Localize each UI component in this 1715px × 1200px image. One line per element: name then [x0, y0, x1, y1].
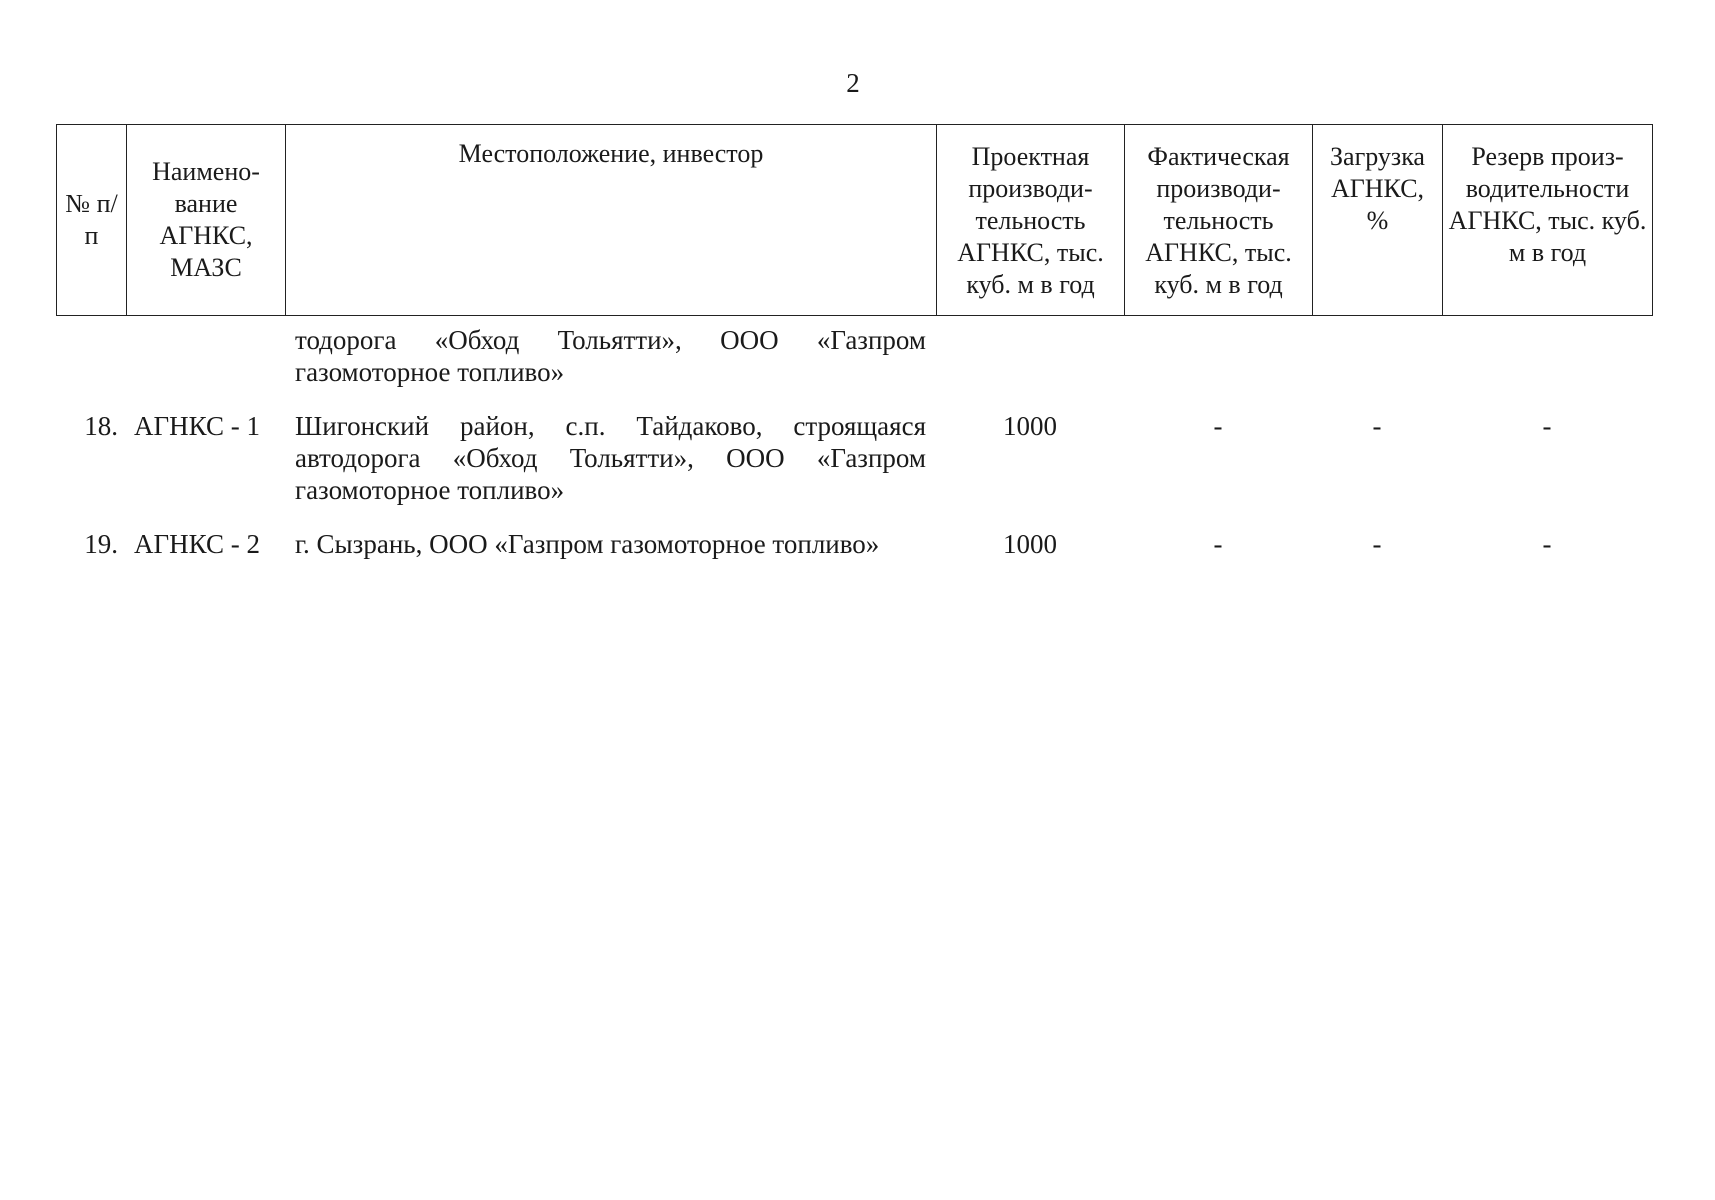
- cell-reserve: -: [1542, 411, 1552, 441]
- cell-empty: [126, 324, 285, 388]
- header-location: Местоположение, инвестор: [286, 125, 937, 316]
- cell-num: 19.: [84, 529, 118, 559]
- header-row: [57, 125, 1653, 316]
- header-reserve: Резерв произ-водительности АГНКС, тыс. куб. м в год: [1443, 125, 1653, 316]
- page-number: 2: [846, 68, 860, 98]
- cell-empty: [56, 324, 126, 388]
- header-design-capacity: Проектная производи-тельность АГНКС, тыс. куб. м в год: [937, 125, 1125, 316]
- cell-design-capacity: 1000: [1003, 411, 1057, 441]
- cell-actual-capacity: -: [1213, 411, 1223, 441]
- cell-reserve: -: [1542, 529, 1552, 559]
- header-actual-capacity: Фактическая производи-тельность АГНКС, тыс. куб. м в год: [1125, 125, 1313, 316]
- cell-name: АГНКС - 2: [134, 529, 260, 559]
- header-name: Наимено-вание АГНКС, МАЗС: [127, 125, 286, 316]
- table-header: [56, 124, 1653, 316]
- table-row: [56, 388, 1652, 506]
- cell-design-capacity: 1000: [1003, 529, 1057, 559]
- cell-num: 18.: [84, 411, 118, 441]
- cell-location: тодорога «Обход Тольятти», ООО «Газпром газомоторное топливо»: [295, 325, 926, 387]
- cell-load: -: [1372, 411, 1382, 441]
- cell-empty: [1124, 324, 1312, 388]
- cell-load: -: [1372, 529, 1382, 559]
- cell-empty: [1442, 324, 1652, 388]
- cell-location: Шигонский район, с.п. Тайдаково, строящаяся автодорога «Обход Тольятти», ООО «Газпром газомоторное топливо»: [295, 411, 926, 505]
- cell-empty: [936, 324, 1124, 388]
- cell-location: г. Сызрань, ООО «Газпром газомоторное топливо»: [295, 529, 880, 559]
- cell-actual-capacity: -: [1213, 529, 1223, 559]
- header-load: Загрузка АГНКС, %: [1313, 125, 1443, 316]
- cell-empty: [1312, 324, 1442, 388]
- table-row: [56, 506, 1652, 560]
- table-row-continuation: [56, 324, 1652, 388]
- table-body: [56, 324, 1652, 560]
- header-num: № п/п: [57, 125, 127, 316]
- cell-name: АГНКС - 1: [134, 411, 260, 441]
